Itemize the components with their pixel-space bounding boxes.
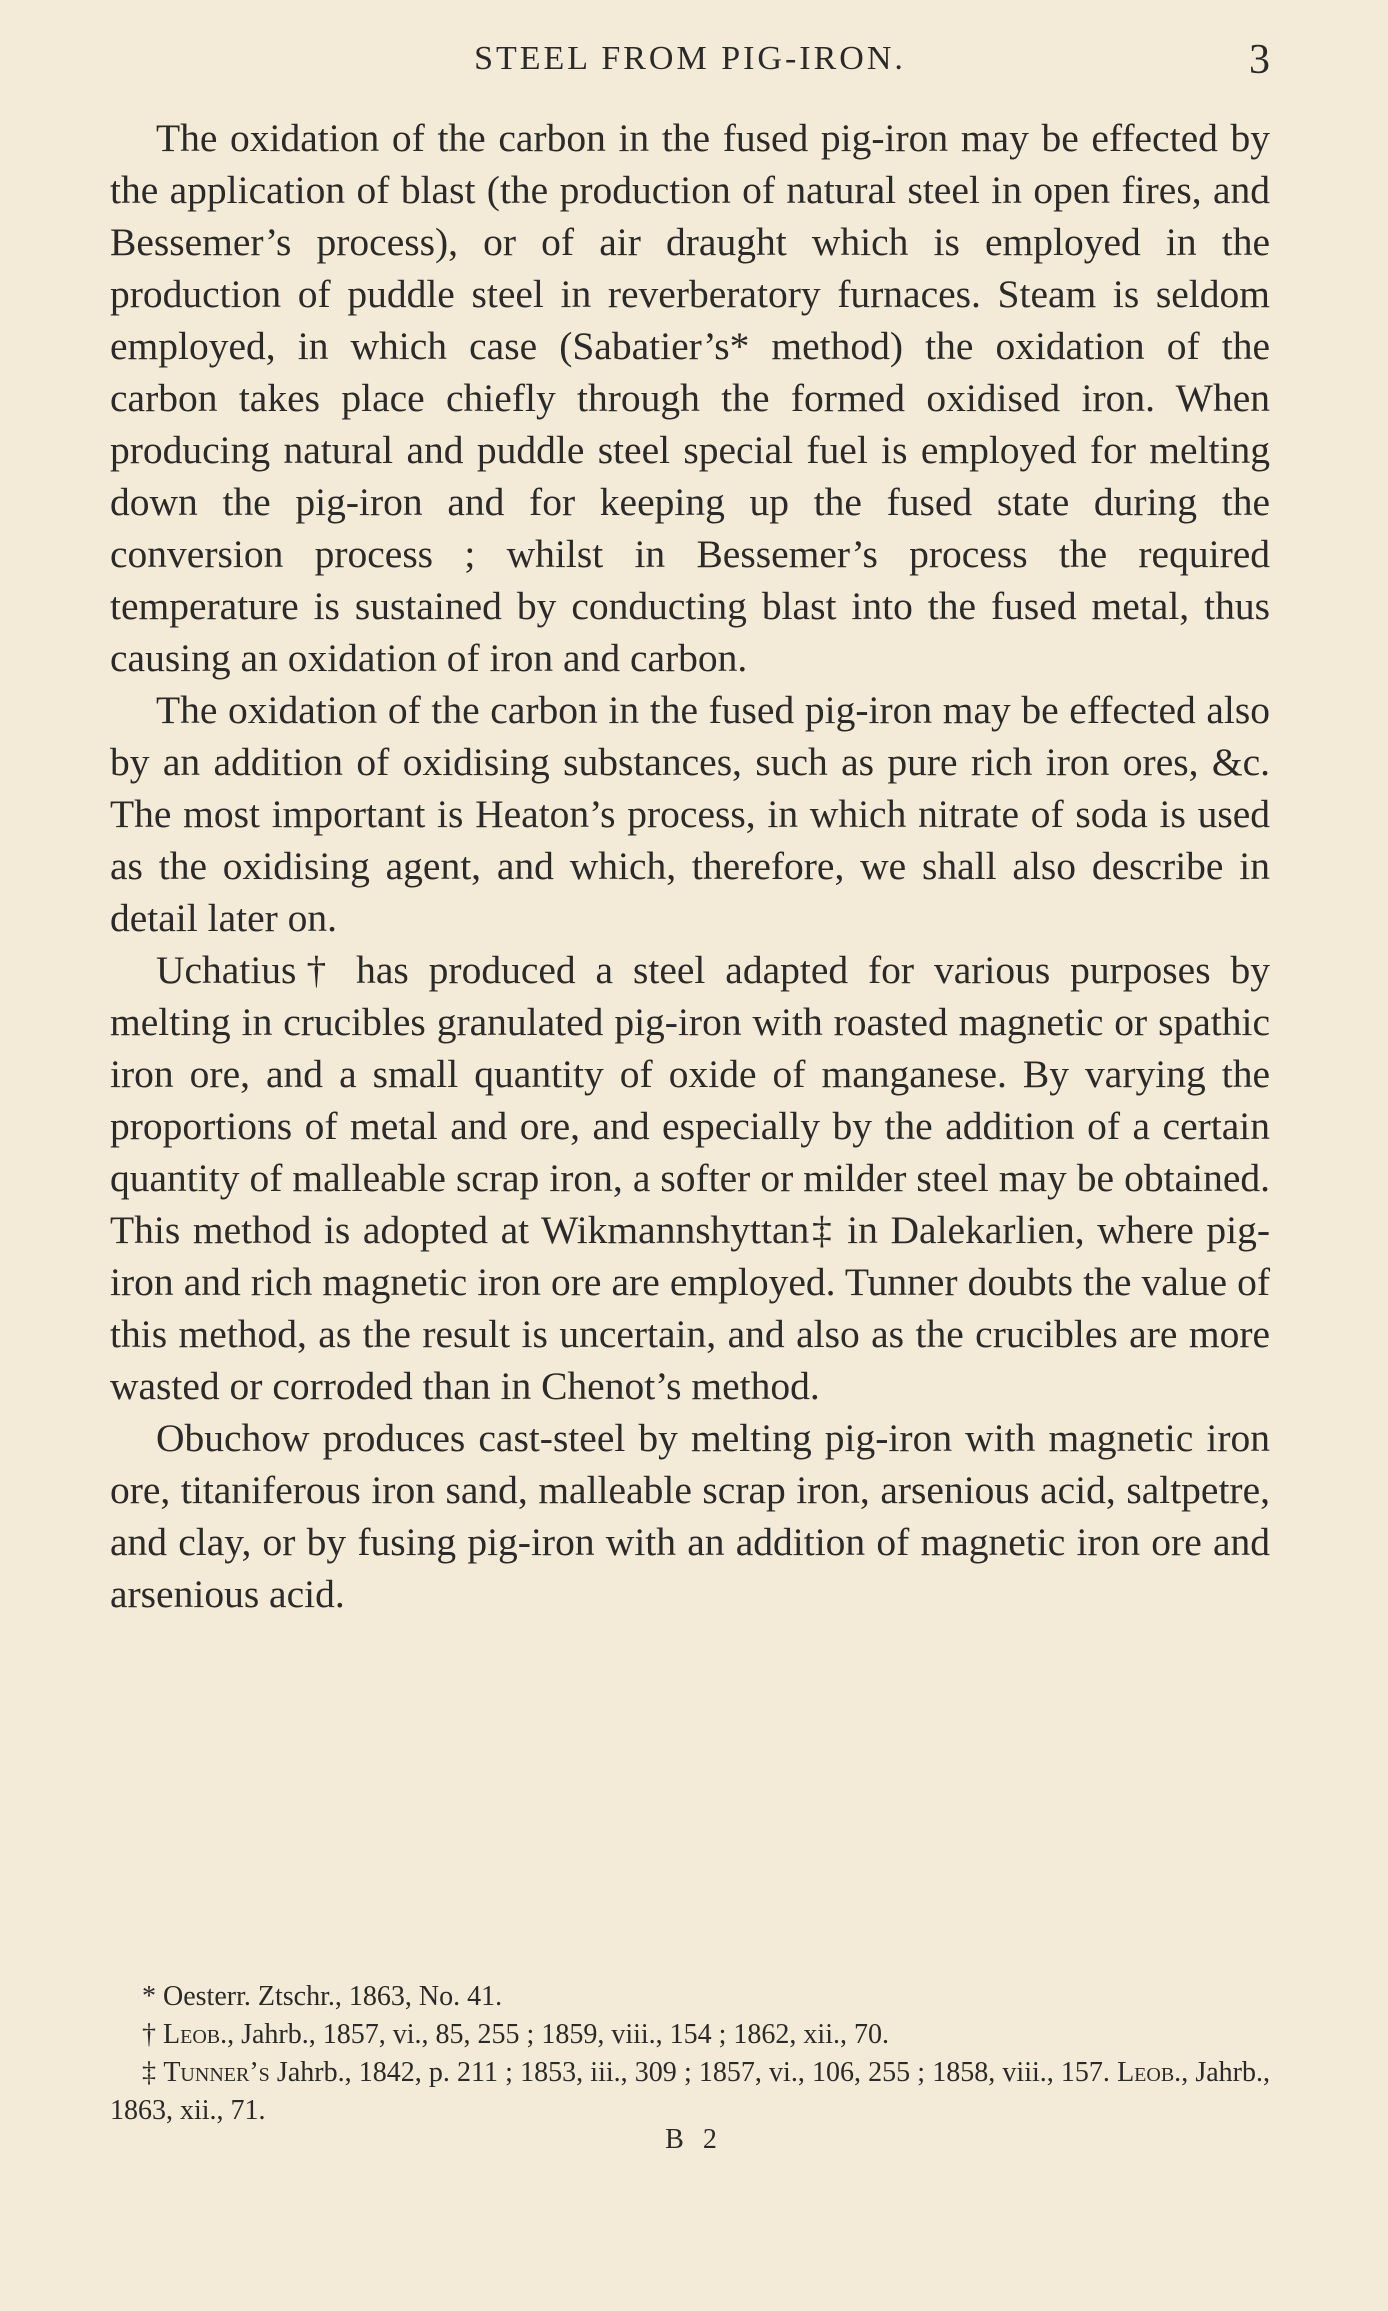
footnote-author: Leob.: [163, 2019, 228, 2050]
footnote-author: Leob.: [1117, 2057, 1182, 2088]
footnote-mark: †: [142, 2019, 163, 2050]
footnote-text: Jahrb., 1842, p. 211 ; 1853, iii., 309 ; 1857, vi., 106, 255 ; 1858, viii., 157.: [269, 2057, 1118, 2088]
footnote: [110, 2016, 1270, 2054]
paragraph: The oxidation of the carbon in the fused pig-iron may be effected by the application of blast (the production of natural steel in open fires, and Bessemer’s process), or of air draught which is employed in the production of puddle steel in reverberatory furnaces. Steam is seldom employed, in which case (Sabatier’s* method) the oxidation of the carbon takes place chiefly through the formed oxidised iron. When producing natural and puddle steel special fuel is employed for melting down the pig-iron and for keeping up the fused state during the conversion process ; whilst in Bessemer’s process the required temperature is sustained by conducting blast into the fused metal, thus causing an oxidation of iron and carbon.: [110, 116, 1270, 680]
footnote-text: , Jahrb., 1857, vi., 85, 255 ; 1859, viii., 154 ; 1862, xii., 70.: [227, 2019, 889, 2050]
footnote-mark: ‡: [142, 2057, 164, 2088]
running-title: STEEL FROM PIG-IRON.: [474, 40, 906, 77]
paragraph: The oxidation of the carbon in the fused pig-iron may be effected also by an addition of oxidising substances, such as pure rich iron ores, &c. The most important is Heaton’s process, in which nitrate of soda is used as the oxidising agent, and which, therefore, we shall also describe in detail later on.: [110, 688, 1270, 940]
footnote: [110, 2054, 1270, 2130]
page-number: 3: [1249, 37, 1270, 83]
footnote: * Oesterr. Ztschr., 1863, No. 41.: [142, 1981, 503, 2012]
printer-signature: B 2: [665, 2124, 723, 2155]
running-head: [110, 36, 1270, 84]
footnote-author: Tunner’s: [163, 2057, 270, 2088]
paragraph: Uchatius† has produced a steel adapted for various purposes by melting in crucibles granulated pig-iron with roasted magnetic or spathic iron ore, and a small quantity of oxide of manganese. By varying the proportions of metal and ore, and especially by the addition of a certain quantity of malleable scrap iron, a softer or milder steel may be obtained. This method is adopted at Wikmannshyttan‡ in Dalekarlien, where pig-iron and rich magnetic iron ore are employed. Tunner doubts the value of this method, as the result is uncertain, and also as the crucibles are more wasted or corroded than in Chenot’s method.: [110, 948, 1270, 1408]
footnotes: [110, 1978, 1270, 2130]
body-text: [110, 112, 1270, 1620]
footnote-text: , Jahrb., 1863, xii., 71.: [110, 2057, 1270, 2126]
paragraph: Obuchow produces cast-steel by melting pig-iron with magnetic iron ore, titaniferous iron sand, malleable scrap iron, arsenious acid, saltpetre, and clay, or by fusing pig-iron with an addition of magnetic iron ore and arsenious acid.: [110, 1416, 1270, 1616]
